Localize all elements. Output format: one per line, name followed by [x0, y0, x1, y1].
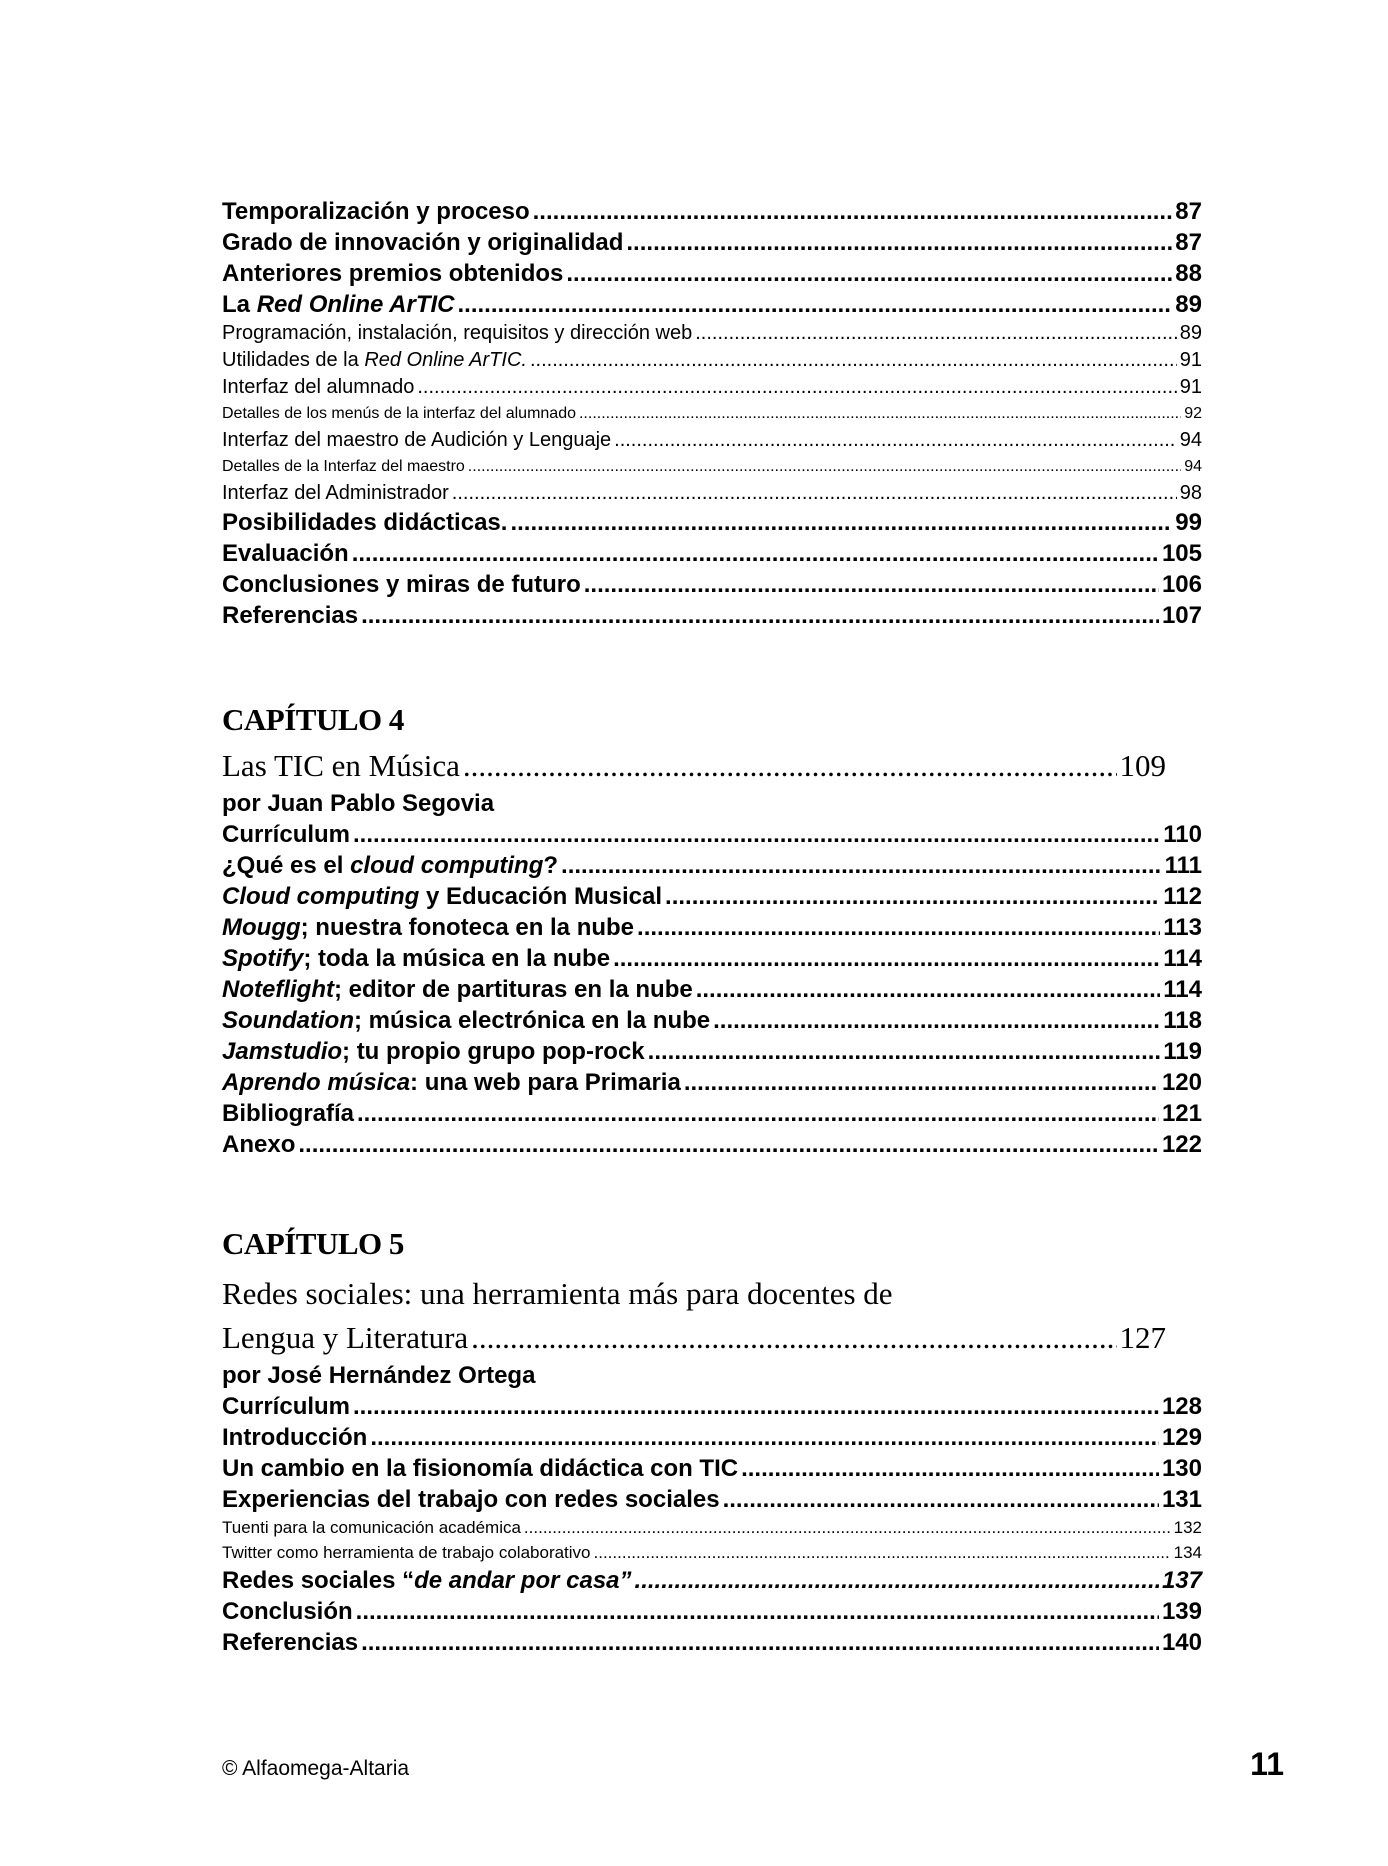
toc-entry-title-part: Tuenti para la comunicación académica — [222, 1518, 521, 1537]
toc-entry-page: 92 — [1184, 405, 1202, 422]
toc-entry — [222, 1098, 1202, 1129]
chapter-entries — [222, 1391, 1202, 1658]
toc-entry-page: 122 — [1161, 1131, 1202, 1158]
toc-entry-title — [222, 881, 662, 912]
toc-entry-page: 118 — [1163, 1007, 1202, 1034]
toc-entry-title-part: Currículum — [222, 1393, 351, 1420]
toc-entry-title-part: Referencias — [222, 602, 359, 629]
toc-entry — [222, 1540, 1202, 1565]
dot-leader — [637, 912, 1160, 943]
toc-entry-title-part: Red Online ArTIC. — [364, 349, 527, 371]
toc-entry — [222, 227, 1202, 258]
toc-entry-title — [222, 1005, 710, 1036]
toc-entry-title-part: Currículum — [222, 821, 351, 848]
toc-entry-title-part: Grado de innovación y originalidad — [222, 229, 624, 256]
toc-entry — [222, 258, 1202, 289]
toc-entry-page: 111 — [1164, 852, 1202, 879]
dot-leader — [566, 258, 1172, 289]
dot-leader — [741, 1453, 1159, 1484]
toc-entry — [222, 507, 1202, 538]
toc-entry-title-part: Detalles de los menús de la interfaz del alumnado — [222, 405, 576, 422]
dot-leader — [353, 819, 1160, 850]
dot-leader — [561, 850, 1162, 881]
chapter-title-text: Lengua y Literatura — [222, 1320, 469, 1355]
toc-entry-title-part: Red Online ArTIC — [256, 291, 455, 318]
toc-entry — [222, 1627, 1202, 1658]
toc-entry-title — [222, 1453, 738, 1484]
toc-entry-page: 91 — [1179, 376, 1202, 398]
chapter-5 — [222, 1226, 1202, 1658]
chapter-heading: CAPÍTULO 5 — [222, 1226, 404, 1261]
toc-entry-page: 106 — [1161, 571, 1202, 598]
chapter-title-page: 109 — [1119, 748, 1166, 783]
toc-entry-title-part: Un cambio en la fisionomía didáctica con TIC — [222, 1455, 739, 1482]
toc-entry-page: 129 — [1161, 1424, 1202, 1451]
toc-entry-page: 98 — [1179, 482, 1202, 504]
toc-entry — [222, 374, 1202, 401]
chapter-title-text: Las TIC en Música — [222, 748, 460, 783]
dot-leader — [463, 744, 1117, 788]
dot-leader — [695, 320, 1177, 347]
toc-entry-title — [222, 454, 465, 480]
toc-entry-page: 139 — [1161, 1598, 1202, 1625]
toc-entry-title — [222, 1067, 681, 1098]
toc-entry-page: 114 — [1163, 945, 1202, 972]
toc-entry-title — [222, 943, 610, 974]
toc-entry — [222, 569, 1202, 600]
toc-entry-page: 87 — [1175, 198, 1202, 225]
toc-entry-title — [222, 1422, 367, 1453]
toc-entry — [222, 1129, 1202, 1160]
toc-entry-title-part: Interfaz del alumnado — [222, 376, 415, 398]
toc-entry-title — [222, 819, 350, 850]
toc-entry-page: 128 — [1161, 1393, 1202, 1420]
toc-entry-title — [222, 507, 507, 538]
toc-entry-title-part: Mougg — [222, 914, 301, 941]
toc-entry-title — [222, 850, 558, 881]
toc-entry-page: 112 — [1163, 883, 1202, 910]
toc-entry-title-part: Anteriores premios obtenidos — [222, 260, 564, 287]
copyright-notice: © Alfaomega-Altaria — [222, 1757, 410, 1780]
toc-entry-title — [222, 1129, 295, 1160]
toc-entry-page: 140 — [1161, 1629, 1202, 1656]
toc-entry-title-part: ; editor de partituras en la nube — [333, 976, 693, 1003]
chapter-author: por Juan Pablo Segovia — [222, 790, 495, 817]
toc-entry — [222, 1565, 1202, 1596]
chapter-4 — [222, 702, 1202, 1160]
toc-entry-title — [222, 374, 414, 401]
dot-leader — [468, 454, 1181, 480]
toc-entry-page: 94 — [1184, 458, 1202, 475]
toc-entry-title-part: ; toda la música en la nube — [303, 945, 611, 972]
dot-leader — [361, 600, 1159, 631]
toc-entry-title — [222, 569, 581, 600]
toc-entry-title — [222, 1540, 591, 1565]
toc-entry-title-part: Noteflight — [222, 976, 334, 1003]
dot-leader — [356, 1596, 1159, 1627]
toc-entry-title-part: Anexo — [222, 1131, 296, 1158]
toc-entry — [222, 1596, 1202, 1627]
toc-entry-title — [222, 480, 449, 507]
toc-entry-page: 94 — [1179, 429, 1202, 451]
toc-entry-page: 88 — [1175, 260, 1202, 287]
toc-entry-page: 89 — [1175, 291, 1202, 318]
toc-entry-title — [222, 1627, 358, 1658]
toc-entry-title — [222, 196, 530, 227]
chapter-title — [222, 744, 1166, 788]
toc-entry — [222, 289, 1202, 320]
toc-entry — [222, 427, 1202, 454]
toc-entry-title-part: ¿Qué es el — [222, 852, 351, 879]
page-footer — [222, 1746, 1284, 1783]
toc-entry-title — [222, 1036, 645, 1067]
toc-entry-page: 121 — [1161, 1100, 1202, 1127]
toc-entry-title — [222, 227, 623, 258]
toc-entry — [222, 881, 1202, 912]
toc-entry — [222, 912, 1202, 943]
dot-leader — [635, 1565, 1159, 1596]
toc-entry-title — [222, 289, 454, 320]
toc-entry — [222, 600, 1202, 631]
toc-entry-title — [222, 1515, 521, 1540]
toc-entry — [222, 320, 1202, 347]
toc-entry-title-part: Aprendo música — [222, 1069, 411, 1096]
toc-section-top — [222, 196, 1202, 631]
dot-leader — [579, 401, 1181, 427]
toc-entry-page: 105 — [1161, 540, 1202, 567]
toc-entry-title-part: de andar por casa” — [414, 1567, 632, 1594]
toc-entry-page: 87 — [1175, 229, 1202, 256]
toc-entry-title-part: Conclusiones y miras de futuro — [222, 571, 581, 598]
dot-leader — [626, 227, 1172, 258]
toc-entry-title — [222, 258, 563, 289]
dot-leader — [684, 1067, 1159, 1098]
toc-entry-title-part: ? — [543, 852, 559, 879]
toc-entry — [222, 347, 1202, 374]
dot-leader — [361, 1627, 1159, 1658]
toc-entry-title-part: ; música electrónica en la nube — [353, 1007, 711, 1034]
toc-entry-title-part: : una web para Primaria — [410, 1069, 681, 1096]
toc-entry-title-part: Soundation — [222, 1007, 354, 1034]
dot-leader — [370, 1422, 1159, 1453]
toc-entry-title — [222, 401, 576, 427]
toc-entry-title — [222, 1484, 720, 1515]
toc-entry — [222, 974, 1202, 1005]
dot-leader — [357, 1098, 1159, 1129]
toc-entry-page: 99 — [1175, 509, 1202, 536]
toc-entry-title — [222, 1565, 632, 1596]
toc-entry-title-part: Twitter como herramienta de trabajo colaborativo — [222, 1543, 591, 1562]
toc-entry-page: 119 — [1163, 1038, 1202, 1065]
chapter-entries — [222, 819, 1202, 1160]
toc-entry-page: 110 — [1163, 821, 1202, 848]
toc-entry — [222, 1391, 1202, 1422]
toc-entry — [222, 1453, 1202, 1484]
dot-leader — [613, 943, 1160, 974]
toc-entry-title-part: La — [222, 291, 257, 318]
toc-entry — [222, 538, 1202, 569]
toc-entry-title-part: Temporalización y proceso — [222, 198, 530, 225]
dot-leader — [457, 289, 1172, 320]
toc-entry-title-part: Conclusión — [222, 1598, 353, 1625]
toc-entry-title-part: Programación, instalación, requisitos y dirección web — [222, 322, 693, 344]
toc-entry — [222, 196, 1202, 227]
toc-entry-title-part: Spotify — [222, 945, 304, 972]
toc-entry-title-part: cloud computing — [350, 852, 544, 879]
dot-leader — [614, 427, 1177, 454]
toc-entry-title-part: Redes sociales “ — [222, 1567, 415, 1594]
dot-leader — [648, 1036, 1161, 1067]
toc-entry-title-part: ; nuestra fonoteca en la nube — [300, 914, 635, 941]
toc-entry — [222, 850, 1202, 881]
toc-entry-page: 114 — [1163, 976, 1202, 1003]
toc-entry-title-part: Interfaz del Administrador — [222, 482, 449, 504]
dot-leader — [696, 974, 1161, 1005]
toc-entry-title — [222, 1098, 354, 1129]
toc-entry-title-part: ; tu propio grupo pop-rock — [342, 1038, 645, 1065]
toc-entry — [222, 1422, 1202, 1453]
toc-entry-title-part: Jamstudio — [222, 1038, 343, 1065]
dot-leader — [417, 374, 1176, 401]
toc-entry-title-part: Detalles de la Interfaz del maestro — [222, 458, 465, 475]
toc-entry — [222, 1515, 1202, 1540]
toc-entry-page: 130 — [1161, 1455, 1202, 1482]
dot-leader — [584, 569, 1159, 600]
toc-entry-title-part: Introducción — [222, 1424, 368, 1451]
toc-entry-page: 137 — [1161, 1567, 1202, 1594]
toc-entry-title — [222, 1391, 350, 1422]
toc-entry-page: 113 — [1163, 914, 1202, 941]
toc-entry-page: 89 — [1179, 322, 1202, 344]
toc-entry-title-part: Experiencias del trabajo con redes sociales — [222, 1486, 720, 1513]
toc-entry-title-part: Posibilidades didácticas. — [222, 509, 508, 536]
toc-entry — [222, 401, 1202, 427]
dot-leader — [298, 1129, 1159, 1160]
dot-leader — [530, 347, 1177, 374]
dot-leader — [533, 196, 1173, 227]
toc-entry-title — [222, 912, 634, 943]
dot-leader — [353, 1391, 1159, 1422]
toc-entry-page: 134 — [1173, 1543, 1202, 1562]
dot-leader — [510, 507, 1172, 538]
toc-entry — [222, 454, 1202, 480]
toc-entry — [222, 1067, 1202, 1098]
toc-entry — [222, 1005, 1202, 1036]
toc-entry — [222, 1484, 1202, 1515]
toc-entry — [222, 943, 1202, 974]
dot-leader — [665, 881, 1160, 912]
dot-leader — [524, 1515, 1171, 1540]
chapter-title — [222, 1316, 1166, 1360]
chapter-title-line1: Redes sociales: una herramienta más para docentes de — [222, 1276, 893, 1311]
chapter-heading: CAPÍTULO 4 — [222, 702, 404, 737]
toc-entry-title-part: y Educación Musical — [419, 883, 663, 910]
dot-leader — [594, 1540, 1171, 1565]
toc-entry-title-part: Cloud computing — [222, 883, 420, 910]
toc-entry-page: 91 — [1179, 349, 1202, 371]
chapter-author: por José Hernández Ortega — [222, 1362, 536, 1389]
toc-entry-title-part: Referencias — [222, 1629, 359, 1656]
toc-entry-title — [222, 320, 692, 347]
page-number: 11 — [1250, 1746, 1284, 1782]
toc-entry-page: 131 — [1161, 1486, 1202, 1513]
toc-entry — [222, 1036, 1202, 1067]
dot-leader — [452, 480, 1177, 507]
toc-entry-title — [222, 974, 693, 1005]
toc-entry-page: 120 — [1161, 1069, 1202, 1096]
chapter-title-page: 127 — [1119, 1320, 1166, 1355]
toc-entry-title-part: Evaluación — [222, 540, 349, 567]
toc-entry-title-part: Utilidades de la — [222, 349, 365, 371]
toc-entry-title — [222, 427, 611, 454]
toc-entry-page: 132 — [1173, 1518, 1202, 1537]
toc-entry — [222, 480, 1202, 507]
toc-entry — [222, 819, 1202, 850]
dot-leader — [723, 1484, 1159, 1515]
toc-entry-title — [222, 538, 349, 569]
dot-leader — [471, 1316, 1116, 1360]
toc-entry-title — [222, 1596, 353, 1627]
toc-entry-title — [222, 347, 527, 374]
dot-leader — [352, 538, 1159, 569]
toc-entry-title — [222, 600, 358, 631]
dot-leader — [713, 1005, 1160, 1036]
toc-entry-title-part: Interfaz del maestro de Audición y Lenguaje — [222, 429, 612, 451]
toc-entry-title-part: Bibliografía — [222, 1100, 355, 1127]
toc-entry-page: 107 — [1161, 602, 1202, 629]
